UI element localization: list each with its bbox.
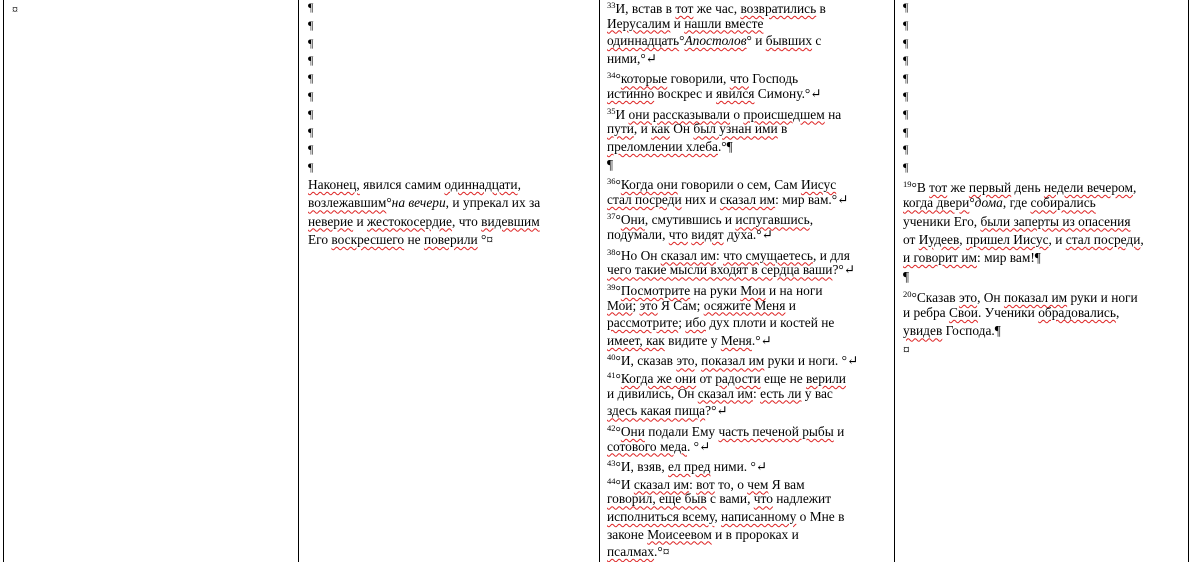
spellcheck-word: исполниться всему <box>607 508 715 524</box>
verse-number: 40 <box>607 352 616 363</box>
text-line <box>607 297 796 314</box>
text-line <box>903 231 1144 248</box>
text-run: руки и ноги <box>1067 289 1138 305</box>
paragraph-mark: ¶ <box>308 124 314 139</box>
text-line <box>607 455 768 475</box>
spellcheck-word: часть печеной рыбы <box>718 423 834 439</box>
spellcheck-word: происшедшем <box>743 106 825 122</box>
spellcheck-word: показал им <box>701 353 765 369</box>
text-run: Симону.°↵ <box>754 86 822 102</box>
text-line <box>903 176 1136 193</box>
spellcheck-word: Иисус <box>800 177 837 193</box>
paragraph-mark: ¶ <box>903 89 909 103</box>
text-line <box>903 304 1119 321</box>
text-run: видите у <box>664 332 721 348</box>
verse-number: 20 <box>903 288 912 299</box>
text-line <box>607 367 846 387</box>
verse-number: 42 <box>607 422 616 433</box>
text-run: , <box>714 508 722 524</box>
text-line <box>607 508 844 525</box>
text-line <box>607 526 799 543</box>
text-run: , <box>1115 305 1120 321</box>
spellcheck-word: что <box>753 491 773 507</box>
spellcheck-word: когда двери <box>903 195 970 211</box>
spellcheck-word: Мои <box>740 282 766 298</box>
spellcheck-word: это <box>958 289 978 305</box>
text-run: и дивились, Он <box>607 385 698 401</box>
text-run: с <box>812 33 822 49</box>
spellcheck-word: были заперты из опасения <box>980 213 1131 229</box>
spellcheck-word: чем <box>747 476 769 492</box>
text-run: , Он <box>977 289 1004 305</box>
text-run: Господа.¶ <box>942 323 1001 339</box>
text-run: в <box>816 1 826 16</box>
text-run: от <box>696 371 716 387</box>
text-run: ° <box>615 282 621 298</box>
text-line <box>607 191 848 208</box>
spellcheck-word: псалмах <box>607 544 655 560</box>
text-line <box>903 286 1138 303</box>
text-run: , <box>959 231 966 247</box>
text-run: ° <box>615 71 621 87</box>
text-line <box>903 322 1001 339</box>
spellcheck-word: видят <box>691 227 724 243</box>
spellcheck-word: показал им <box>1003 289 1068 305</box>
spellcheck-word: пришел Иисус <box>965 231 1049 247</box>
spellcheck-word: имеет, как <box>607 332 665 348</box>
text-run: Я вам <box>768 476 805 492</box>
paragraph-mark: ¶ <box>903 124 909 139</box>
spellcheck-word: здесь какая пища <box>607 403 706 419</box>
spellcheck-word: бывших <box>765 33 813 49</box>
verse-number: 41 <box>607 370 616 381</box>
spellcheck-word: что <box>668 227 688 243</box>
text-run: ¤ <box>903 341 910 357</box>
paragraph-mark: ¶ <box>308 35 314 50</box>
spellcheck-word: Наконец, <box>308 177 360 192</box>
spellcheck-word: поверили <box>423 231 478 247</box>
text-line <box>903 341 910 358</box>
text-run: И <box>615 106 629 122</box>
text-line <box>607 420 844 437</box>
text-line <box>607 32 821 49</box>
text-line <box>607 244 850 261</box>
text-line <box>607 349 859 369</box>
spellcheck-word: сказал им <box>697 385 753 401</box>
text-line <box>607 120 787 137</box>
text-run: и <box>833 423 845 439</box>
verse-number: 33 <box>607 0 616 10</box>
verse-number: 37 <box>607 211 616 222</box>
spellcheck-word: и говорит им <box>903 250 977 266</box>
text-run: ¶ <box>903 268 910 284</box>
text-run: , <box>809 212 814 228</box>
text-run: у вас <box>801 385 833 401</box>
text-run: ° <box>615 212 621 228</box>
spellcheck-word: преломлении хлеба <box>607 138 718 154</box>
spellcheck-word: Мои <box>607 297 633 313</box>
cell-end-mark: ¤ <box>12 2 18 16</box>
text-run: на <box>824 106 842 122</box>
spellcheck-word: рассмотрите <box>607 315 679 331</box>
spellcheck-word: есть ли <box>760 385 802 401</box>
text-run: еще не <box>760 371 807 387</box>
text-line <box>607 156 613 173</box>
verse-number: 19 <box>903 179 912 189</box>
text-line <box>607 67 799 87</box>
spellcheck-word: нашли вместе <box>684 15 764 31</box>
spellcheck-word: увидев <box>903 323 943 339</box>
text-run: надлежит <box>772 491 832 507</box>
spellcheck-word: явился <box>716 86 755 102</box>
paragraph-mark: ¶ <box>308 106 314 121</box>
text-line <box>607 279 823 296</box>
text-run: и <box>353 213 367 229</box>
text-run: от <box>903 231 919 247</box>
table-border-col3 <box>599 0 600 562</box>
spellcheck-word: воскресшего <box>331 231 405 247</box>
paragraph-mark: ¶ <box>308 17 314 32</box>
text-run: ?°↵ <box>832 262 856 278</box>
spellcheck-word: Моисеевом <box>647 526 712 542</box>
spellcheck-word: что <box>729 71 749 87</box>
text-run: в <box>777 121 788 137</box>
text-run: ° <box>615 423 621 439</box>
spellcheck-word: говорил, еще быв <box>607 491 707 507</box>
text-line <box>607 385 833 402</box>
text-run: ; <box>632 297 640 313</box>
text-run: ¶ <box>607 156 614 172</box>
spellcheck-word: радости <box>715 371 761 387</box>
italic-word: на вечери <box>391 195 446 211</box>
spellcheck-word: видевшим <box>481 213 540 229</box>
paragraph-mark: ¶ <box>903 142 909 157</box>
spellcheck-word: сотового меда <box>607 438 687 454</box>
paragraph-mark: ¶ <box>308 160 314 175</box>
text-line <box>607 543 669 560</box>
text-run: Он <box>669 121 694 137</box>
spellcheck-word: Они <box>620 212 645 228</box>
text-run: подали Ему <box>644 423 719 439</box>
text-run: , <box>517 177 521 192</box>
text-line <box>607 438 710 455</box>
spellcheck-word: истинно <box>607 86 655 102</box>
text-run: ° <box>615 371 621 387</box>
spellcheck-word: стал посреди <box>607 191 682 207</box>
text-run: дух плоти и костей не <box>705 315 835 331</box>
spellcheck-word: Они <box>620 423 645 439</box>
paragraph-mark: ¶ <box>308 53 314 68</box>
text-run: подумали, <box>607 227 669 243</box>
spellcheck-word: как <box>651 121 670 137</box>
spellcheck-word: ибо <box>685 315 706 331</box>
text-line <box>607 490 831 507</box>
table-border-col4 <box>894 0 895 562</box>
text-run: воскрес и <box>654 86 716 102</box>
spellcheck-word: Апостолов <box>684 33 747 49</box>
text-run: И, встав в <box>615 1 676 16</box>
paragraph-mark: ¶ <box>903 71 909 86</box>
verse-number: 34 <box>607 70 616 81</box>
text-run: руки и ноги. °↵ <box>764 353 859 369</box>
spellcheck-word: сказал им <box>719 191 776 207</box>
text-run: .°¶ <box>717 138 733 154</box>
text-line <box>308 176 521 193</box>
spellcheck-word: испугавшись <box>735 212 810 228</box>
text-run: же час, <box>693 1 741 16</box>
verse-number: 39 <box>607 281 616 292</box>
spellcheck-word: они рассказывали <box>628 106 731 122</box>
table-border-left <box>3 0 4 562</box>
text-run: , <box>1140 231 1144 247</box>
paragraph-mark: ¶ <box>308 0 314 14</box>
text-run: с вами, <box>706 491 754 507</box>
verse-number: 44 <box>607 475 616 486</box>
text-line <box>607 402 728 419</box>
text-run: °И, взяв, <box>615 459 669 475</box>
spellcheck-word: это <box>639 297 658 313</box>
spellcheck-word: ел пред <box>668 459 711 475</box>
text-run: же <box>947 180 969 195</box>
text-run: не <box>404 231 424 247</box>
text-line <box>607 473 805 490</box>
text-line <box>308 194 540 211</box>
text-line <box>903 249 1041 266</box>
verse-number: 35 <box>607 105 616 116</box>
verse-number: 38 <box>607 246 616 257</box>
text-run: °В <box>911 180 930 195</box>
text-run: . Ученики <box>977 305 1039 321</box>
spellcheck-word: возвратились <box>740 1 817 16</box>
text-run: говорили, <box>667 71 730 87</box>
spellcheck-word: Меня <box>720 332 752 348</box>
text-run: и <box>785 297 796 313</box>
paragraph-mark: ¶ <box>308 71 314 86</box>
text-run: них и <box>681 191 720 207</box>
text-line <box>903 268 909 285</box>
text-run: : <box>689 476 697 492</box>
table-border-col2 <box>298 0 299 562</box>
spellcheck-word: Когда они <box>620 177 678 193</box>
text-line <box>308 231 493 248</box>
paragraph-mark: ¶ <box>903 106 909 121</box>
text-run: то, о <box>714 476 748 492</box>
spellcheck-word: Когда же они <box>620 371 697 387</box>
text-line <box>607 15 763 32</box>
verse-number: 43 <box>607 458 616 469</box>
text-run: °Но Он <box>615 247 661 263</box>
spellcheck-word: тот <box>929 180 948 195</box>
spellcheck-word: сказал им <box>633 476 690 492</box>
verse-number: 36 <box>607 176 616 187</box>
text-run: : мир вам!¶ <box>977 250 1041 266</box>
text-run: , что <box>452 213 482 229</box>
paragraph-mark: ¶ <box>903 35 909 50</box>
text-run: и в пророках и <box>711 526 799 542</box>
text-run: ?°↵ <box>705 403 728 419</box>
spellcheck-word: первый <box>968 180 1012 195</box>
text-run: ° <box>386 195 392 211</box>
spellcheck-word: написанному <box>721 508 797 524</box>
text-run: ° <box>615 177 621 193</box>
text-line <box>607 103 841 120</box>
paragraph-mark: ¶ <box>903 53 909 68</box>
text-run: и <box>670 15 685 31</box>
text-run: , <box>1132 180 1137 195</box>
spellcheck-word: обрадовались <box>1038 305 1116 321</box>
spellcheck-word: которые <box>620 71 668 87</box>
paragraph-mark: ¶ <box>903 17 909 32</box>
spellcheck-word: тот <box>675 1 694 16</box>
text-run: , смутившись и <box>644 212 736 228</box>
text-run: о <box>730 106 744 122</box>
text-line <box>903 213 1131 230</box>
italic-word: дома <box>974 195 1003 211</box>
text-run: °Сказав <box>911 289 959 305</box>
text-run: говорили о сем, Сам <box>677 177 801 193</box>
spellcheck-word: что смущаетесь <box>723 247 814 263</box>
spellcheck-word: вот <box>696 476 715 492</box>
paragraph-mark: ¶ <box>903 160 909 175</box>
spellcheck-word: одиннадцать <box>607 33 680 49</box>
text-run: Господь <box>748 71 799 87</box>
text-run: явился самим <box>359 177 445 192</box>
spellcheck-word: Иудеев <box>918 231 960 247</box>
text-run: ° и <box>746 33 766 49</box>
paragraph-mark: ¶ <box>903 0 909 14</box>
text-run: , и <box>633 121 652 137</box>
text-run: и ребра <box>903 305 949 321</box>
text-run: °И, сказав <box>615 353 677 369</box>
text-run: : мир вам.°↵ <box>775 191 849 207</box>
spellcheck-word: жестокосердие <box>366 213 452 229</box>
text-run: .°¤ <box>654 544 670 560</box>
text-run: ученики Его, <box>903 213 981 229</box>
paragraph-mark: ¶ <box>308 142 314 157</box>
text-run: : <box>752 385 761 401</box>
paragraph-mark: ¶ <box>308 89 314 103</box>
text-run: .°↵ <box>751 332 772 348</box>
text-line <box>607 332 772 349</box>
text-run: . °↵ <box>686 438 711 454</box>
text-run: , и для <box>813 247 850 263</box>
text-run: о Мне в <box>796 508 845 524</box>
text-line <box>308 213 540 230</box>
text-line <box>607 208 814 228</box>
text-line <box>607 85 822 102</box>
text-line <box>607 138 733 155</box>
spellcheck-word: стал посреди <box>1065 231 1141 247</box>
text-run: и на ноги <box>765 282 823 298</box>
text-run: на руки <box>690 282 741 298</box>
text-line <box>607 261 855 278</box>
text-run: ними. °↵ <box>710 459 768 475</box>
text-run: : <box>715 247 724 263</box>
spellcheck-word: неверие <box>308 213 354 229</box>
spellcheck-word: недели вечером <box>1043 180 1133 195</box>
text-line <box>607 50 657 67</box>
text-line <box>607 0 826 14</box>
text-line <box>607 226 773 243</box>
text-run: ; <box>678 315 686 331</box>
table-border-right <box>1188 0 1189 562</box>
text-run: Я Сам; <box>657 297 704 313</box>
text-run: , и <box>1048 231 1066 247</box>
text-run: Его <box>308 231 332 247</box>
spellcheck-word: собирались <box>1030 195 1096 211</box>
spellcheck-word: Иерусалим <box>607 15 671 31</box>
spellcheck-word: это <box>676 353 695 369</box>
spellcheck-word: был узнан ими <box>693 121 778 137</box>
text-run: , где <box>1002 195 1031 211</box>
text-line <box>903 194 1096 211</box>
text-run: , <box>694 353 702 369</box>
text-line <box>607 173 837 193</box>
spellcheck-word: пути <box>607 121 634 137</box>
spellcheck-word: возлежавшим <box>308 195 387 211</box>
text-run: , и упрекал их за <box>445 195 541 211</box>
spellcheck-word: одиннадцати <box>444 177 518 192</box>
text-run: °¤ <box>477 231 494 247</box>
spellcheck-word: сказал им <box>660 247 716 263</box>
text-line <box>607 314 834 331</box>
spellcheck-word: Свои <box>948 305 978 321</box>
text-run: духа.°↵ <box>723 227 773 243</box>
text-run: ° <box>679 33 685 49</box>
text-run: день <box>1011 180 1044 195</box>
text-run: °И <box>615 476 634 492</box>
spellcheck-word: Посмотрите <box>620 282 691 298</box>
spellcheck-word: чего такие мысли входят в сердца ваши <box>607 262 833 278</box>
text-run: ° <box>969 195 975 211</box>
text-run: законе <box>607 526 648 542</box>
text-run: ними,°↵ <box>607 50 657 66</box>
spellcheck-word: верили <box>806 371 846 387</box>
spellcheck-word: осяжите Меня <box>703 297 786 313</box>
